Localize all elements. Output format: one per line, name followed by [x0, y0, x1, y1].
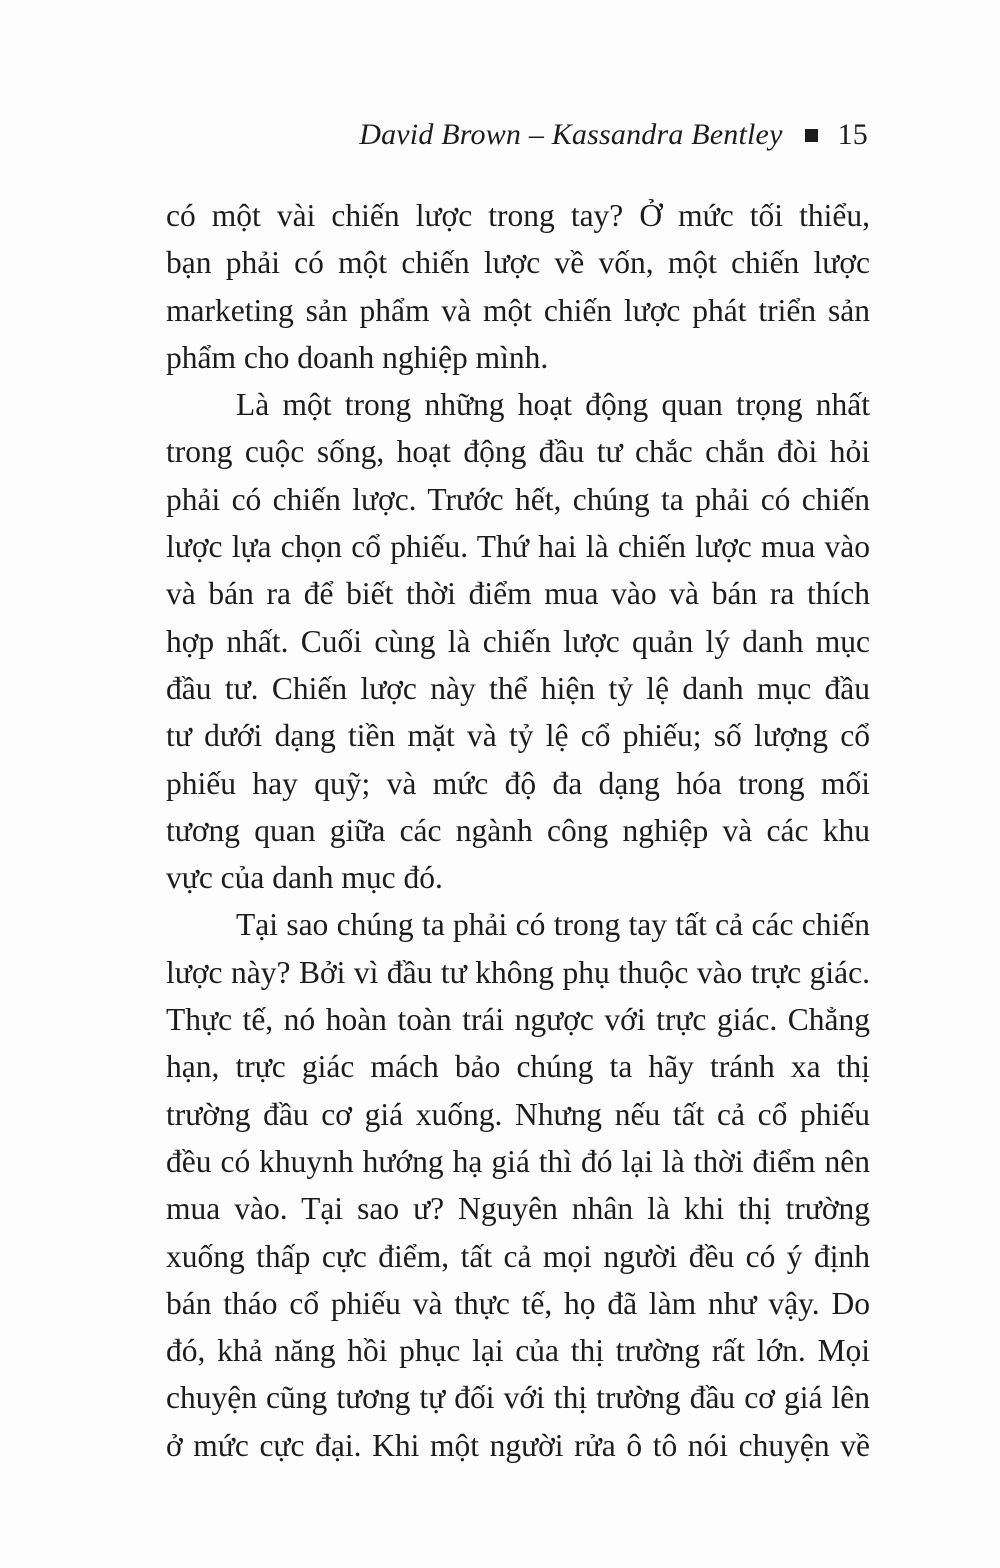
- text-line: Tại sao chúng ta phải có trong tay tất cả các chiến: [236, 907, 870, 943]
- text-line: bán tháo cổ phiếu và thực tế, họ đã làm như vậy. Do: [166, 1285, 870, 1321]
- text-line: tương quan giữa các ngành công nghiệp và các khu: [166, 812, 870, 848]
- text-line: đó, khả năng hồi phục lại của thị trường rất lớn. Mọi: [166, 1333, 870, 1369]
- text-line: bạn phải có một chiến lược về vốn, một chiến lược: [166, 245, 870, 281]
- text-line: trong cuộc sống, hoạt động đầu tư chắc chắn đòi hỏi: [166, 434, 870, 470]
- text-line: chuyện cũng tương tự đối với thị trường đầu cơ giá lên: [166, 1380, 870, 1416]
- text-line: mua vào. Tại sao ư? Nguyên nhân là khi thị trường: [166, 1191, 870, 1227]
- running-head: [359, 118, 868, 152]
- text-line: và bán ra để biết thời điểm mua vào và bán ra thích: [166, 576, 870, 612]
- text-line: Là một trong những hoạt động quan trọng nhất: [236, 387, 870, 423]
- body-text: [166, 192, 870, 1469]
- text-line: xuống thấp cực điểm, tất cả mọi người đều có ý định: [166, 1238, 870, 1274]
- running-head-title: David Brown – Kassandra Bentley: [359, 118, 783, 151]
- text-line: đầu tư. Chiến lược này thể hiện tỷ lệ danh mục đầu: [166, 670, 870, 706]
- paragraph-2: [166, 381, 870, 901]
- text-line: lược này? Bởi vì đầu tư không phụ thuộc vào trực giác.: [166, 954, 870, 990]
- text-line: phải có chiến lược. Trước hết, chúng ta phải có chiến: [166, 481, 870, 517]
- text-line: phẩm cho doanh nghiệp mình.: [166, 339, 549, 375]
- paragraph-3: [166, 901, 870, 1469]
- text-line: đều có khuynh hướng hạ giá thì đó lại là thời điểm nên: [166, 1143, 870, 1179]
- text-line: lược lựa chọn cổ phiếu. Thứ hai là chiến lược mua vào: [166, 529, 870, 565]
- text-line: phiếu hay quỹ; và mức độ đa dạng hóa trong mối: [166, 765, 870, 801]
- text-line: marketing sản phẩm và một chiến lược phát triển sản: [166, 292, 870, 328]
- text-line: có một vài chiến lược trong tay? Ở mức tối thiểu,: [166, 198, 870, 233]
- text-line: ở mức cực đại. Khi một người rửa ô tô nói chuyện về: [166, 1427, 870, 1463]
- text-line: Thực tế, nó hoàn toàn trái ngược với trực giác. Chẳng: [166, 1002, 870, 1038]
- text-line: trường đầu cơ giá xuống. Nhưng nếu tất cả cổ phiếu: [166, 1096, 870, 1132]
- text-line: hạn, trực giác mách bảo chúng ta hãy tránh xa thị: [166, 1049, 870, 1085]
- separator-square-icon: [805, 129, 818, 142]
- page-number: 15: [837, 118, 868, 151]
- text-line: tư dưới dạng tiền mặt và tỷ lệ cổ phiếu; số lượng cổ: [166, 718, 870, 754]
- text-line: vực của danh mục đó.: [166, 860, 443, 896]
- paragraph-1: [166, 192, 870, 381]
- text-line: hợp nhất. Cuối cùng là chiến lược quản lý danh mục: [166, 623, 870, 659]
